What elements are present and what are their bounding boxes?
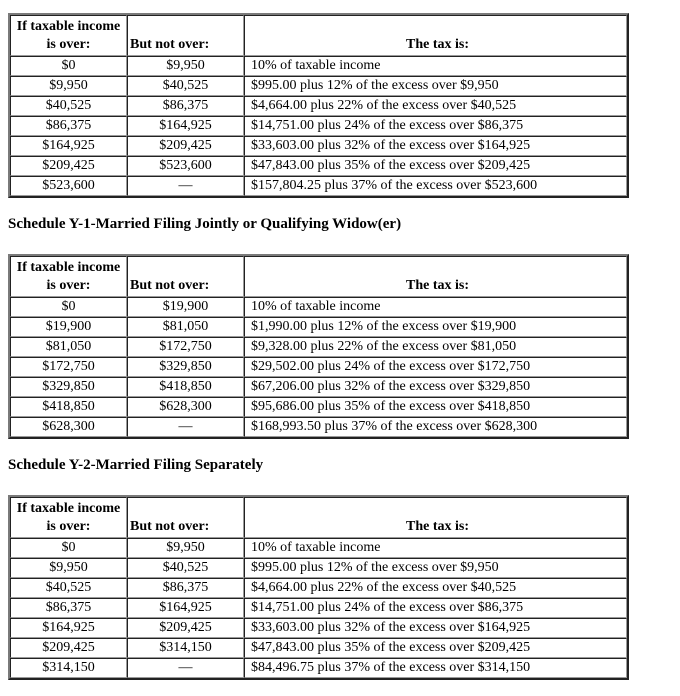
cell-income-over: $19,900 [10,317,127,337]
cell-tax-is: $995.00 plus 12% of the excess over $9,950 [244,76,627,96]
schedule-y2-title: Schedule Y-2-Married Filing Separately [8,457,264,473]
tax-table-single [8,13,629,198]
table-row [10,156,627,176]
cell-but-not-over: $40,525 [127,558,244,578]
table-header-row [10,497,627,538]
cell-income-over: $81,050 [10,337,127,357]
table-header-row [10,256,627,297]
cell-income-over: $329,850 [10,377,127,397]
table-row [10,397,627,417]
cell-but-not-over: $418,850 [127,377,244,397]
cell-tax-is: $4,664.00 plus 22% of the excess over $40,525 [244,578,627,598]
cell-tax-is: $67,206.00 plus 32% of the excess over $329,850 [244,377,627,397]
cell-but-not-over: $86,375 [127,96,244,116]
cell-but-not-over: $314,150 [127,638,244,658]
table-row [10,136,627,156]
table-row [10,578,627,598]
cell-tax-is: $33,603.00 plus 32% of the excess over $164,925 [244,618,627,638]
cell-tax-is: $168,993.50 plus 37% of the excess over $628,300 [244,417,627,437]
cell-but-not-over: $628,300 [127,397,244,417]
header-but-not-over: But not over: [127,497,244,538]
table-header-row [10,15,627,56]
table-row [10,638,627,658]
cell-income-over: $164,925 [10,136,127,156]
cell-tax-is: 10% of taxable income [244,56,627,76]
cell-income-over: $172,750 [10,357,127,377]
cell-income-over: $314,150 [10,658,127,678]
cell-income-over: $418,850 [10,397,127,417]
cell-income-over: $628,300 [10,417,127,437]
cell-but-not-over: $172,750 [127,337,244,357]
table-row [10,176,627,196]
table-row [10,538,627,558]
cell-tax-is: $47,843.00 plus 35% of the excess over $209,425 [244,156,627,176]
header-income-over: If taxable income is over: [10,15,127,56]
table-row [10,56,627,76]
header-but-not-over: But not over: [127,256,244,297]
cell-income-over: $40,525 [10,96,127,116]
cell-tax-is: 10% of taxable income [244,297,627,317]
table-row [10,377,627,397]
cell-but-not-over: $164,925 [127,116,244,136]
cell-tax-is: $9,328.00 plus 22% of the excess over $81,050 [244,337,627,357]
cell-but-not-over: $164,925 [127,598,244,618]
cell-tax-is: $95,686.00 plus 35% of the excess over $418,850 [244,397,627,417]
cell-tax-is: $33,603.00 plus 32% of the excess over $164,925 [244,136,627,156]
cell-income-over: $209,425 [10,156,127,176]
cell-income-over: $9,950 [10,558,127,578]
cell-but-not-over: — [127,658,244,678]
cell-but-not-over: $209,425 [127,136,244,156]
header-income-over: If taxable income is over: [10,256,127,297]
cell-but-not-over: $209,425 [127,618,244,638]
table-row [10,317,627,337]
header-income-over: If taxable income is over: [10,497,127,538]
cell-income-over: $209,425 [10,638,127,658]
cell-tax-is: $157,804.25 plus 37% of the excess over $523,600 [244,176,627,196]
cell-tax-is: $47,843.00 plus 35% of the excess over $209,425 [244,638,627,658]
cell-income-over: $0 [10,297,127,317]
header-tax-is: The tax is: [244,497,627,538]
table-row [10,618,627,638]
cell-tax-is: $995.00 plus 12% of the excess over $9,950 [244,558,627,578]
table-row [10,297,627,317]
header-tax-is: The tax is: [244,15,627,56]
cell-income-over: $40,525 [10,578,127,598]
header-but-not-over: But not over: [127,15,244,56]
table-row [10,116,627,136]
cell-tax-is: $14,751.00 plus 24% of the excess over $86,375 [244,598,627,618]
cell-income-over: $523,600 [10,176,127,196]
table-row [10,76,627,96]
tax-table-y1 [8,254,629,439]
cell-but-not-over: $9,950 [127,538,244,558]
schedule-y1-title: Schedule Y-1-Married Filing Jointly or Qualifying Widow(er) [8,216,402,232]
tax-table-y2 [8,495,629,680]
cell-but-not-over: $81,050 [127,317,244,337]
cell-income-over: $0 [10,538,127,558]
tax-table-single-block [8,13,629,198]
cell-tax-is: $84,496.75 plus 37% of the excess over $314,150 [244,658,627,678]
cell-income-over: $86,375 [10,598,127,618]
cell-but-not-over: — [127,176,244,196]
cell-but-not-over: $9,950 [127,56,244,76]
tax-table-y1-block [8,254,629,439]
cell-income-over: $9,950 [10,76,127,96]
cell-income-over: $86,375 [10,116,127,136]
cell-income-over: $164,925 [10,618,127,638]
cell-tax-is: 10% of taxable income [244,538,627,558]
cell-but-not-over: — [127,417,244,437]
cell-income-over: $0 [10,56,127,76]
cell-but-not-over: $329,850 [127,357,244,377]
cell-but-not-over: $40,525 [127,76,244,96]
table-row [10,558,627,578]
table-row [10,96,627,116]
table-row [10,337,627,357]
header-tax-is: The tax is: [244,256,627,297]
cell-tax-is: $14,751.00 plus 24% of the excess over $86,375 [244,116,627,136]
cell-but-not-over: $523,600 [127,156,244,176]
cell-tax-is: $4,664.00 plus 22% of the excess over $40,525 [244,96,627,116]
tax-table-y2-block [8,495,629,680]
table-row [10,658,627,678]
cell-tax-is: $1,990.00 plus 12% of the excess over $19,900 [244,317,627,337]
cell-tax-is: $29,502.00 plus 24% of the excess over $172,750 [244,357,627,377]
cell-but-not-over: $86,375 [127,578,244,598]
table-row [10,357,627,377]
table-row [10,598,627,618]
table-row [10,417,627,437]
cell-but-not-over: $19,900 [127,297,244,317]
